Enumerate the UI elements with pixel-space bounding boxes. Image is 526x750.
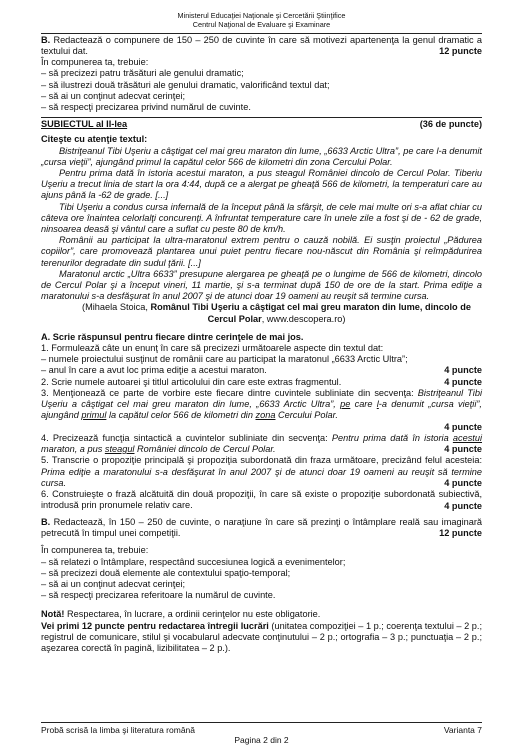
- question-5: 5. Transcrie o propoziţie principală şi propoziţia subordonată din fraza următoare, precizând felul acesteia: Prima ediţie a maratonului s-a desfăşurat în anul 2007 şi de atunci doar 19 oameni au reuşit să termine cursa.: [41, 455, 482, 488]
- header: [41, 12, 482, 30]
- question-6: 6. Construieşte o frază alcătuită din două propoziţii, în care să existe o propoziţie subordonată subiectivă, introdusă prin pronumele relativ care.: [41, 489, 482, 511]
- part-b1-points: 12 puncte: [439, 46, 482, 56]
- reading-paragraph: Bistriţeanul Tibi Uşeriu a câştigat cel mai greu maraton din lume, „6633 Arctic Ultra”, pe care l-a denumit „cursa vieţii”, ajungând primul la capătul celor 566 de kilometri din zona Cercului Polar.: [41, 145, 482, 167]
- underlined-word: steagul: [104, 443, 135, 454]
- part-b2-points: 12 puncte: [439, 528, 482, 539]
- footer-variant: Varianta 7: [443, 725, 482, 735]
- reading-heading: Citeşte cu atenţie textul:: [41, 134, 148, 145]
- part-b2-intro: Redactează, în 150 – 250 de cuvinte, o naraţiune în care să prezinţi o întâmplare reală sau imaginară petrecută în timpul unei competiţii.: [41, 516, 482, 538]
- part-b2: [41, 517, 482, 602]
- grading-note: Vei primi 12 puncte pentru redactarea întregii lucrări (unitatea compoziţiei – 1 p.; coerenţa textului – 2 p.; registrul de comunicare, stilul şi vocabularul adecvate conţinutului – 2 p.; ortografia – 3 p.; punctuaţia – 2 p.; aşezarea corectă în pagină, lizibilitatea – 2 p.).: [41, 620, 483, 653]
- question-3: 3. Menţionează ce parte de vorbire este fiecare dintre cuvintele subliniate din secvenţa: Bistriţeanul Tibi Uşeriu a câştigat cel mai greu maraton din lume, „6633 Arctic Ultra”, pe care l-a denumit „cursa vieţii”, ajungând primul la capătul celor 566 de kilometri din zona Cercului Polar.: [41, 387, 482, 421]
- note-label: Notă!: [41, 609, 65, 620]
- question-points: 4 puncte: [444, 365, 482, 376]
- underlined-word: primul: [81, 410, 107, 421]
- part-b1-item: – să ilustrezi două trăsături ale genului dramatic, valorificând textul dat;: [41, 79, 330, 90]
- question-points: 4 puncte: [444, 421, 482, 432]
- part-b2-item: – să precizezi două elemente ale contextului spaţio-temporal;: [41, 567, 291, 578]
- footer: [41, 722, 482, 745]
- subject-title: SUBIECTUL al II-lea: [41, 119, 128, 130]
- source-title: Românul Tibi Uşeriu a câştigat cel mai greu maraton din lume, dincolo de Cercul Polar: [150, 302, 471, 324]
- question-1b: – anul în care a avut loc prima ediţie a acestui maraton.: [41, 365, 267, 376]
- header-ministry: Ministerul Educaţiei Naţionale şi Cercetării Ştiinţifice: [177, 11, 346, 20]
- part-b2-item: – să ai un conţinut adecvat cerinţei;: [41, 578, 186, 589]
- question-points: 4 puncte: [444, 500, 482, 511]
- underlined-word: acestui: [452, 432, 482, 443]
- question-points: 4 puncte: [444, 376, 482, 387]
- part-b2-item: – să relatezi o întâmplare, respectând succesiunea logică a evenimentelor;: [41, 556, 346, 567]
- question-2: 2. Scrie numele autoarei şi titlul articolului din care este extras fragmentul.: [41, 376, 342, 387]
- part-b1-item: – să ai un conţinut adecvat cerinţei;: [41, 90, 186, 101]
- underlined-word: l: [376, 399, 379, 410]
- page-content: [41, 12, 482, 654]
- subject-points: (36 de puncte): [419, 119, 482, 130]
- underlined-word: zona: [255, 410, 276, 421]
- question-1: 1. Formulează câte un enunţ în care să precizezi următoarele aspecte din textul dat:: [41, 343, 384, 354]
- part-b1-item: – să precizezi patru trăsături ale genului dramatic;: [41, 68, 244, 79]
- footer-exam-name: Probă scrisă la limba şi literatura română: [41, 725, 196, 735]
- question-4: 4. Precizează funcţia sintactică a cuvintelor subliniate din secvenţa: Pentru prima dată în istoria acestui maraton, a pus steagul României dincolo de Cercul Polar.: [41, 432, 482, 454]
- note-text: Respectarea, în lucrare, a ordinii cerinţelor nu este obligatorie.: [64, 609, 321, 620]
- part-b1-label: B.: [41, 34, 51, 45]
- part-b2-lead: În compunerea ta, trebuie:: [41, 545, 149, 556]
- part-b1-lead: În compunerea ta, trebuie:: [41, 57, 149, 68]
- section-divider: [41, 117, 482, 118]
- part-b2-label: B.: [41, 516, 51, 527]
- reading-paragraph: Pentru prima dată în istoria acestui maraton, a pus steagul României dincolo de Cercul Polar. Tiberiu Uşeriu a trecut linia de start la ora 4:44, după ce a alergat pe gheaţă 566 de kilometri, la temperaturi care au ajuns până la -62 de grade. [...]: [41, 168, 482, 201]
- reading-paragraph: Românii au participat la ultra-maratonul extrem pentru o cauză nobilă. Ei susţin proiectul „Pădurea copiilor”, care promovează plantarea unui puiet pentru fiecare nou-născut din România şi reîmpădurirea terenurilor degradate din sudul ţării. [...]: [41, 235, 482, 268]
- reading-paragraph: Maratonul arctic „Ultra 6633” presupune alergarea pe gheaţă pe o lungime de 566 de kilometri, dincolo de Cercul Polar şi a început vineri, 11 martie, şi s-a terminat după 150 de ore de la start. Prima ediţie a maratonului s-a desfăşurat în anul 2007 şi de atunci doar 19 oameni au reuşit să termine cursa.: [41, 268, 482, 302]
- part-a: [41, 332, 482, 512]
- question-1a: – numele proiectului susţinut de românii care au participat la maratonul „6633 Arctic Ultra”;: [41, 354, 408, 365]
- underlined-word: pe: [340, 399, 351, 410]
- part-b2-item: – să respecţi precizarea referitoare la numărul de cuvinte.: [41, 590, 276, 601]
- question-points: 4 puncte: [444, 444, 482, 455]
- note: [41, 609, 482, 654]
- footer-divider: [41, 722, 482, 723]
- part-b1-intro: Redactează o compunere de 150 – 250 de cuvinte în care să motivezi apartenenţa la genul dramatic a textului dat.: [41, 34, 482, 56]
- part-b1-item: – să respecţi precizarea privind numărul de cuvinte.: [41, 102, 251, 113]
- footer-page-number: Pagina 2 din 2: [234, 735, 289, 745]
- header-divider: [41, 33, 482, 34]
- subject-heading: [41, 119, 482, 130]
- part-a-heading: A. Scrie răspunsul pentru fiecare dintre cerinţele de mai jos.: [41, 331, 304, 342]
- header-center: Centrul Naţional de Evaluare şi Examinare: [192, 19, 331, 29]
- question-points: 4 puncte: [444, 477, 482, 488]
- reading-source: (Mihaela Stoica, Românul Tibi Uşeriu a câştigat cel mai greu maraton din lume, dincolo de Cercul Polar, www.descopera.ro): [82, 302, 471, 324]
- reading-paragraph: Tibi Uşeriu a condus cursa infernală de la început până la sfârşit, de cele mai multe ori s-a aflat chiar cu câteva ore înaintea celorlalţi concurenţi. A înfruntat temperature care în unele zile a fost şi de - 62 de grade, ninsoarea deasă şi vântul care a suflat cu peste 80 de km/h.: [41, 201, 482, 235]
- reading-section: [41, 134, 482, 324]
- part-b1: [41, 35, 482, 114]
